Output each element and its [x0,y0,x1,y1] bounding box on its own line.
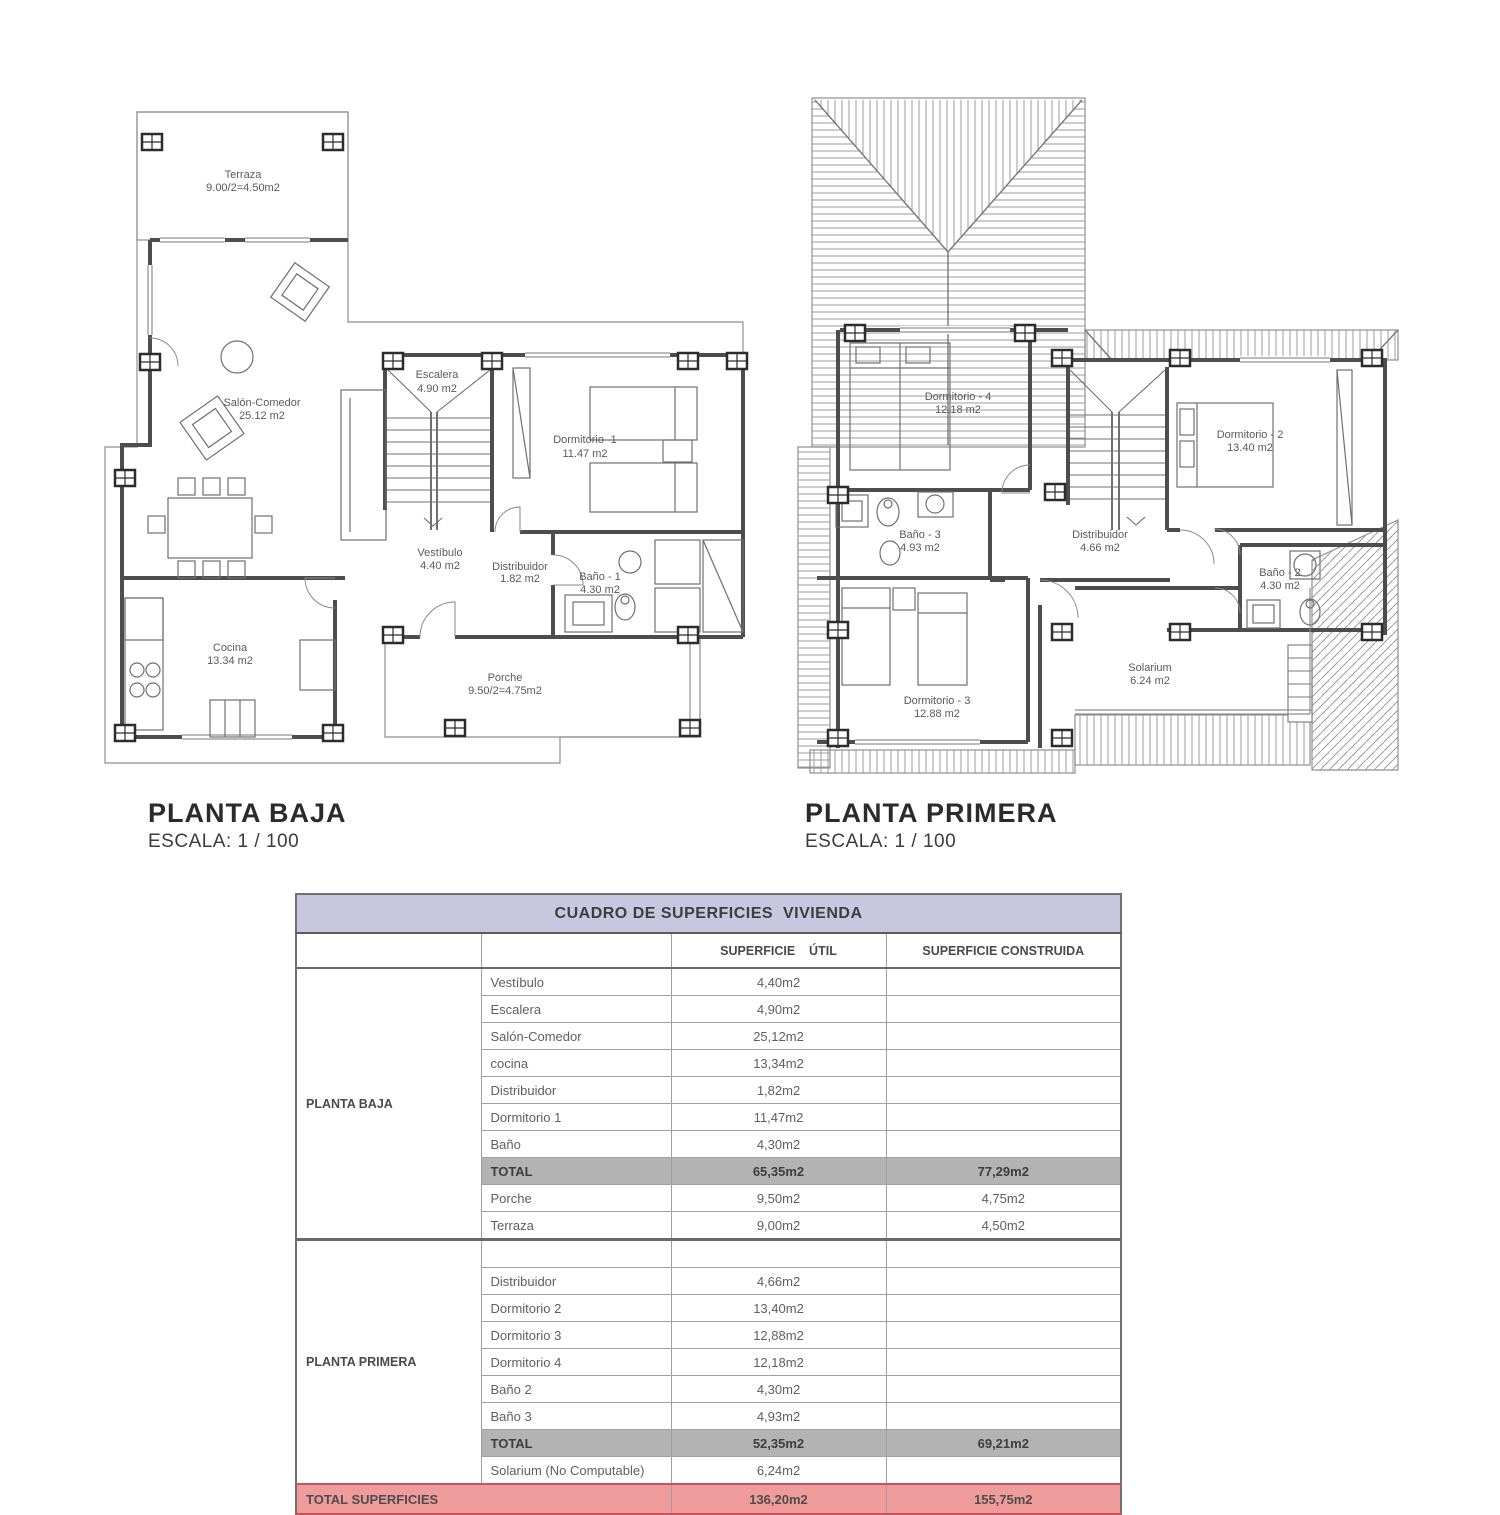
superficie-util-value: 65,35m2 [671,1158,886,1185]
superficie-construida-value [886,1295,1121,1322]
superficie-util-value: 9,00m2 [671,1212,886,1240]
superficie-construida-value [886,1131,1121,1158]
room-label-vestibulo: Vestíbulo [417,547,463,559]
grand-total-row [296,1484,1121,1514]
room-name: Dormitorio 4 [481,1349,671,1376]
superficie-util-value: 52,35m2 [671,1430,886,1457]
kitchen-furniture [125,598,335,737]
room-name: Vestíbulo [481,968,671,996]
superficie-util-value: 11,47m2 [671,1104,886,1131]
room-name: Solarium (No Computable) [481,1457,671,1485]
planta-baja-scale: ESCALA: 1 / 100 [148,831,300,852]
room-name: Salón-Comedor [481,1023,671,1050]
room-name: cocina [481,1050,671,1077]
planta-baja-title-block [148,800,347,853]
room-name: Dormitorio 3 [481,1322,671,1349]
room-name: TOTAL [481,1430,671,1457]
grand-total-util: 136,20m2 [671,1484,886,1514]
room-label-dormitorio2: Dormitorio - 2 [1216,429,1284,441]
superficie-construida-value: 4,50m2 [886,1212,1121,1240]
planta-baja-title: PLANTA BAJA [148,798,347,828]
planta-primera-title-block [805,800,1058,853]
table-header-row [296,933,1121,968]
superficie-construida-value [886,1457,1121,1485]
superficie-construida-value [886,1104,1121,1131]
solarium-edge [1075,588,1310,714]
bedroom1-bath-furniture [513,368,743,632]
room-label-bano1: Baño - 1 [579,571,621,583]
superficie-util-value: 13,34m2 [671,1050,886,1077]
room-area-bano2: 4.30 m2 [1260,580,1300,592]
room-area-terraza: 9.00/2=4.50m2 [206,182,280,194]
superficie-util-value: 4,40m2 [671,968,886,996]
room-label-bano3: Baño - 3 [899,529,941,541]
room-name: Baño [481,1131,671,1158]
room-label-dormitorio1: Dormitorio -1 [553,434,617,446]
property-outline [105,112,743,763]
room-label-distribuidor: Distribuidor [492,561,548,573]
superficie-util-value: 1,82m2 [671,1077,886,1104]
superficie-construida-value [886,1240,1121,1268]
room-label-dormitorio3: Dormitorio - 3 [903,695,971,707]
room-area-dormitorio3: 12.88 m2 [914,708,960,720]
superficie-util-value: 13,40m2 [671,1295,886,1322]
superficie-construida-value: 4,75m2 [886,1185,1121,1212]
header-superficie-util: SUPERFICIE ÚTIL [671,933,886,968]
surfaces-table [295,893,1122,1515]
superficie-construida-value: 77,29m2 [886,1158,1121,1185]
superficie-construida-value [886,1376,1121,1403]
table-row [296,968,1121,996]
superficie-construida-value [886,1023,1121,1050]
room-name: Baño 3 [481,1403,671,1430]
room-name: Porche [481,1185,671,1212]
superficie-util-value: 25,12m2 [671,1023,886,1050]
superficie-construida-value [886,1349,1121,1376]
room-area-distribuidor: 1.82 m2 [500,573,540,585]
room-name: Terraza [481,1212,671,1240]
planta-primera-scale: ESCALA: 1 / 100 [805,831,957,852]
room-area-bano1: 4.30 m2 [580,584,620,596]
room-name: Baño 2 [481,1376,671,1403]
room-area-dormitorio2: 13.40 m2 [1227,442,1273,454]
table-title-row [296,894,1121,933]
room-label-distribuidor: Distribuidor [1072,529,1128,541]
room-label-solarium: Solarium [1128,662,1172,674]
grand-total-label: TOTAL SUPERFICIES [296,1484,671,1514]
superficie-construida-value [886,1077,1121,1104]
room-area-dormitorio4: 12.18 m2 [935,404,981,416]
floor-label-planta-baja: PLANTA BAJA [296,968,481,1240]
superficie-construida-value [886,968,1121,996]
room-area-porche: 9.50/2=4.75m2 [468,685,542,697]
superficie-util-value: 6,24m2 [671,1457,886,1485]
room-label-bano2: Baño - 2 [1259,567,1301,579]
floor-label-planta-primera: PLANTA PRIMERA [296,1240,481,1485]
room-area-bano3: 4.93 m2 [900,542,940,554]
superficie-util-value: 12,88m2 [671,1322,886,1349]
superficie-construida-value [886,1403,1121,1430]
room-name: Distribuidor [481,1268,671,1295]
bedroom3-furniture [842,588,967,685]
superficie-util-value [671,1240,886,1268]
header-superficie-construida: SUPERFICIE CONSTRUIDA [886,933,1121,968]
table-row [296,1240,1121,1268]
header-empty-room [481,933,671,968]
room-label-terraza: Terraza [224,169,262,181]
superficie-util-value: 4,66m2 [671,1268,886,1295]
room-area-solarium: 6.24 m2 [1130,675,1170,687]
superficie-construida-value [886,1322,1121,1349]
room-name: Distribuidor [481,1077,671,1104]
superficie-util-value: 9,50m2 [671,1185,886,1212]
header-empty-floor [296,933,481,968]
planta-primera-drawing [790,85,1405,795]
grand-total-construida: 155,75m2 [886,1484,1121,1514]
room-label-cocina: Cocina [212,642,248,654]
superficie-util-value: 12,18m2 [671,1349,886,1376]
room-area-dormitorio1: 11.47 m2 [562,448,608,460]
planta-baja-drawing [92,88,752,798]
room-label-salon: Salón-Comedor [223,397,301,409]
room-area-vestibulo: 4.40 m2 [420,560,460,572]
door-arcs [150,338,583,637]
room-label-porche: Porche [487,672,523,684]
superficie-util-value: 4,93m2 [671,1403,886,1430]
door-arcs [1002,465,1240,618]
room-name: Dormitorio 2 [481,1295,671,1322]
room-name: Escalera [481,996,671,1023]
superficie-construida-value: 69,21m2 [886,1430,1121,1457]
room-label-escalera: Escalera [415,369,459,381]
room-name [481,1240,671,1268]
superficie-construida-value [886,1268,1121,1295]
planta-primera-title: PLANTA PRIMERA [805,798,1058,828]
superficie-util-value: 4,90m2 [671,996,886,1023]
room-label-dormitorio4: Dormitorio - 4 [924,391,992,403]
superficie-util-value: 4,30m2 [671,1131,886,1158]
superficie-util-value: 4,30m2 [671,1376,886,1403]
superficie-construida-value [886,1050,1121,1077]
room-area-salon: 25.12 m2 [239,410,285,422]
room-area-distribuidor: 4.66 m2 [1080,542,1120,554]
room-name: Dormitorio 1 [481,1104,671,1131]
room-area-escalera: 4.90 m2 [417,383,457,395]
room-name: TOTAL [481,1158,671,1185]
table-title: CUADRO DE SUPERFICIES VIVIENDA [296,894,1121,933]
superficie-construida-value [886,996,1121,1023]
room-area-cocina: 13.34 m2 [207,655,253,667]
